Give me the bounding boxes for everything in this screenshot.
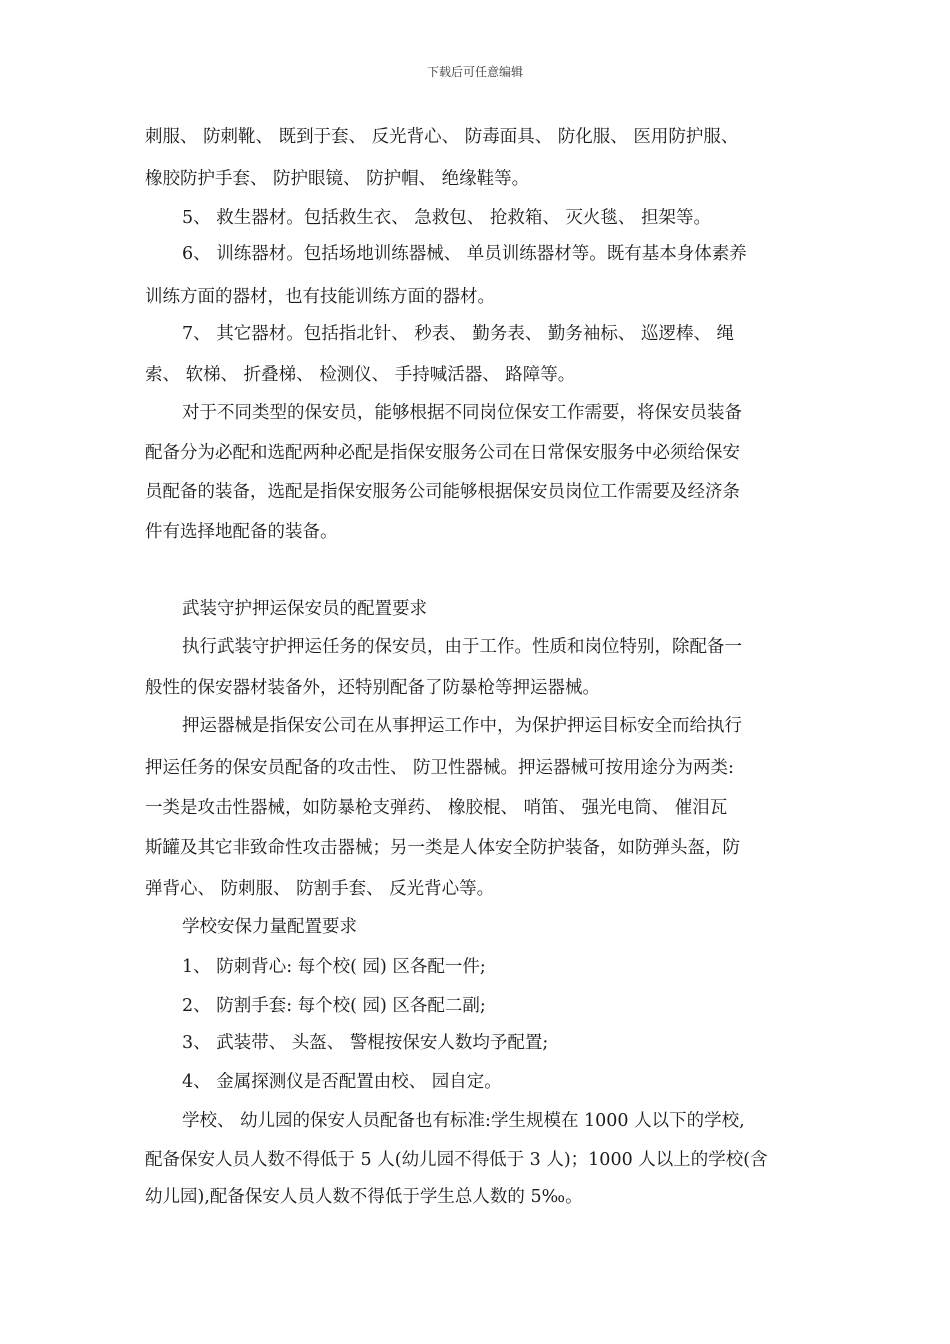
text-line: 刺服、 防刺靴、 既到于套、 反光背心、 防毒面具、 防化服、 医用防护服、 <box>145 127 739 147</box>
text-line: 橡胶防护手套、 防护眼镜、 防护帽、 绝缘鞋等。 <box>145 169 530 189</box>
page-header: 下载后可任意编辑 <box>426 65 523 79</box>
paragraph-line: 一类是攻击性器械，如防暴枪支弹药、 橡胶棍、 哨笛、 强光电筒、 催泪瓦 <box>145 798 728 818</box>
list-item: 5、 救生器材。包括救生衣、 急救包、 抢救箱、 灭火毯、 担架等。 <box>182 208 711 228</box>
paragraph-line: 对于不同类型的保安员，能够根据不同岗位保安工作需要，将保安员装备 <box>182 403 742 423</box>
paragraph-line: 配备分为必配和选配两种必配是指保安服务公司在日常保安服务中必须给保安 <box>145 443 740 463</box>
list-item: 3、 武装带、 头盔、 警棍按保安人数均予配置; <box>182 1033 549 1053</box>
list-item: 2、 防割手套: 每个校( 园) 区各配二副; <box>182 996 486 1016</box>
paragraph-line: 弹背心、 防刺服、 防割手套、 反光背心等。 <box>145 879 495 899</box>
paragraph-line: 件有选择地配备的装备。 <box>145 522 338 542</box>
paragraph-line: 押运器械是指保安公司在从事押运工作中，为保护押运目标安全而给执行 <box>182 716 742 736</box>
paragraph-line: 配备保安人员人数不得低于 5 人(幼儿园不得低于 3 人)；1000 人以上的学校(含 <box>145 1150 768 1170</box>
section-heading: 武装守护押运保安员的配置要求 <box>182 599 427 619</box>
text-line: 索、 软梯、 折叠梯、 检测仪、 手持喊活器、 路障等。 <box>145 365 576 385</box>
text-line: 训练方面的器材，也有技能训练方面的器材。 <box>145 287 495 307</box>
paragraph-line: 执行武装守护押运任务的保安员，由于工作。性质和岗位特别，除配备一 <box>182 637 742 657</box>
list-item: 4、 金属探测仪是否配置由校、 园自定。 <box>182 1072 502 1092</box>
section-heading: 学校安保力量配置要求 <box>182 917 357 937</box>
paragraph-line: 员配备的装备，选配是指保安服务公司能够根据保安员岗位工作需要及经济条 <box>145 482 740 502</box>
paragraph-line: 幼儿园),配备保安人员人数不得低于学生总人数的 5‰。 <box>145 1187 583 1207</box>
paragraph-line: 般性的保安器材装备外，还特别配备了防暴枪等押运器械。 <box>145 678 600 698</box>
paragraph-line: 押运任务的保安员配备的攻击性、 防卫性器械。押运器械可按用途分为两类: <box>145 758 734 778</box>
list-item: 7、 其它器材。包括指北针、 秒表、 勤务表、 勤务袖标、 巡逻棒、 绳 <box>182 324 735 344</box>
list-item: 1、 防刺背心: 每个校( 园) 区各配一件; <box>182 957 486 977</box>
paragraph-line: 学校、 幼儿园的保安人员配备也有标准:学生规模在 1000 人以下的学校, <box>182 1111 745 1131</box>
paragraph-line: 斯罐及其它非致命性攻击器械；另一类是人体安全防护装备，如防弹头盔，防 <box>145 838 740 858</box>
list-item: 6、 训练器材。包括场地训练器械、 单员训练器材等。既有基本身体素养 <box>182 244 747 264</box>
